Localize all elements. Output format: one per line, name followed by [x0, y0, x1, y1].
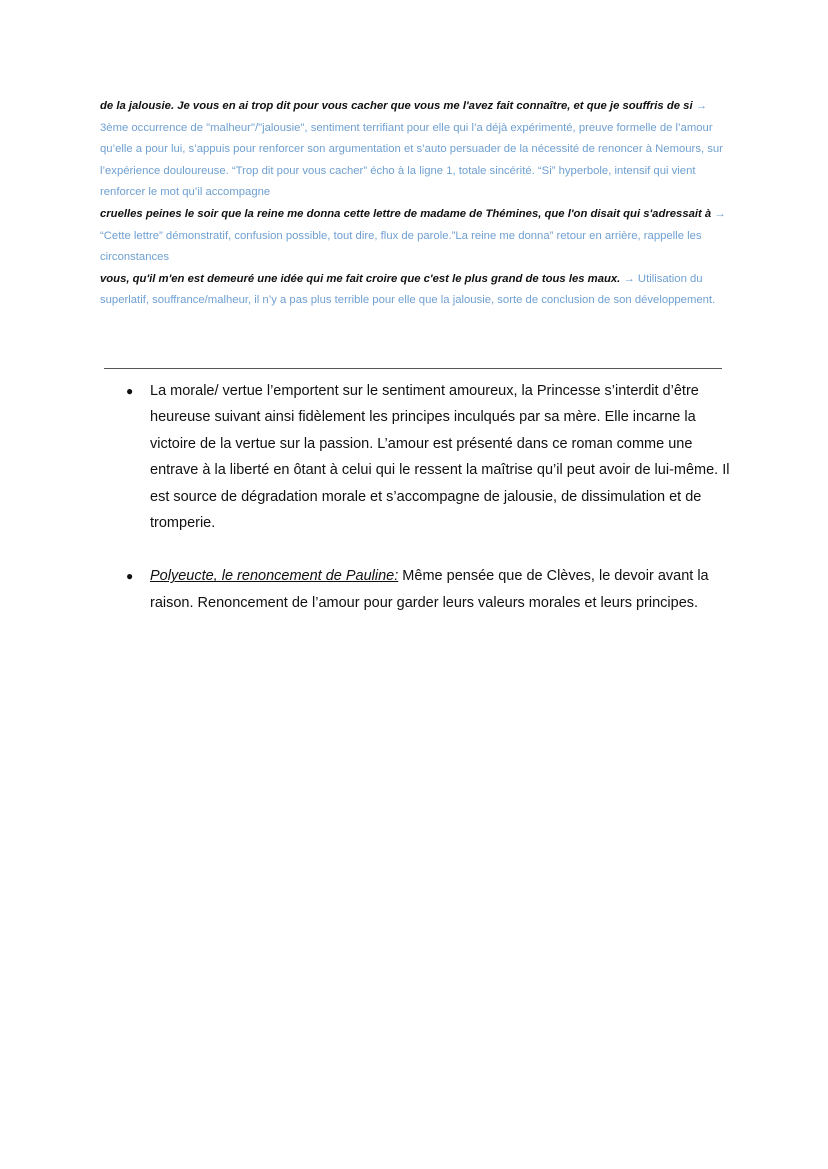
commentary-text: → 3ème occurrence de "malheur"/"jalousie", sentiment terrifiant pour elle qui l’a déjà expérimenté, preuve formelle de l’amour qu’elle a pour lui, s’appuis pour renforcer son argumentation et s’auto persuader de la nécessité de renoncer à Nemours, sur l’expérience douloureuse. “Trop dit pour vous cacher” écho à la ligne 1, totale sincérité. “Si” hyperbole, intensif qui vient renforcer le mot qu’il accompagne	[100, 100, 723, 199]
list-item	[122, 378, 732, 536]
annotation-paragraph	[100, 269, 732, 312]
list-item-text: Même pensée que de Clèves, le devoir avant la raison. Renoncement de l’amour pour garder leurs valeurs morales et leurs principes.	[150, 568, 709, 611]
bullet-icon: ●	[126, 569, 134, 584]
annotation-paragraph	[100, 96, 732, 204]
work-reference: Polyeucte, le renoncement de Pauline:	[150, 568, 399, 585]
annotated-excerpt	[100, 96, 732, 312]
list-item-text: La morale/ vertue l’emportent sur le sentiment amoureux, la Princesse s’interdit d’être heureuse suivant ainsi fidèlement les principes inculqués par sa mère. Elle incarne la victoire de la vertue sur la passion. L’amour est présenté dans ce roman comme une entrave à la liberté en ôtant à celui qui le ressent la maîtrise qu’il peut avoir de lui-même. Il est source de dégradation morale et s’accompagne de jalousie, de dissimulation et de tromperie.	[150, 383, 730, 532]
quote-text: de la jalousie. Je vous en ai trop dit pour vous cacher que vous me l'avez fait connaître, et que je souffris de si	[100, 100, 693, 112]
quote-text: vous, qu'il m'en est demeuré une idée qui me fait croire que c'est le plus grand de tous les maux.	[100, 272, 621, 285]
commentary-text: → “Cette lettre” démonstratif, confusion possible, tout dire, flux de parole.”La reine me donna” retour en arrière, rappelle les circonstances	[100, 207, 726, 264]
quote-text: cruelles peines le soir que la reine me donna cette lettre de madame de Thémines, que l'on disait qui s'adressait à	[100, 207, 712, 220]
bullet-list	[122, 378, 732, 616]
list-item	[122, 563, 732, 616]
horizontal-divider	[104, 368, 722, 369]
commentary-text: → Utilisation du superlatif, souffrance/malheur, il n’y a pas plus terrible pour elle que la jalousie, sorte de conclusion de son développement.	[100, 272, 716, 307]
annotation-paragraph	[100, 204, 732, 269]
bullet-icon: ●	[126, 384, 134, 398]
